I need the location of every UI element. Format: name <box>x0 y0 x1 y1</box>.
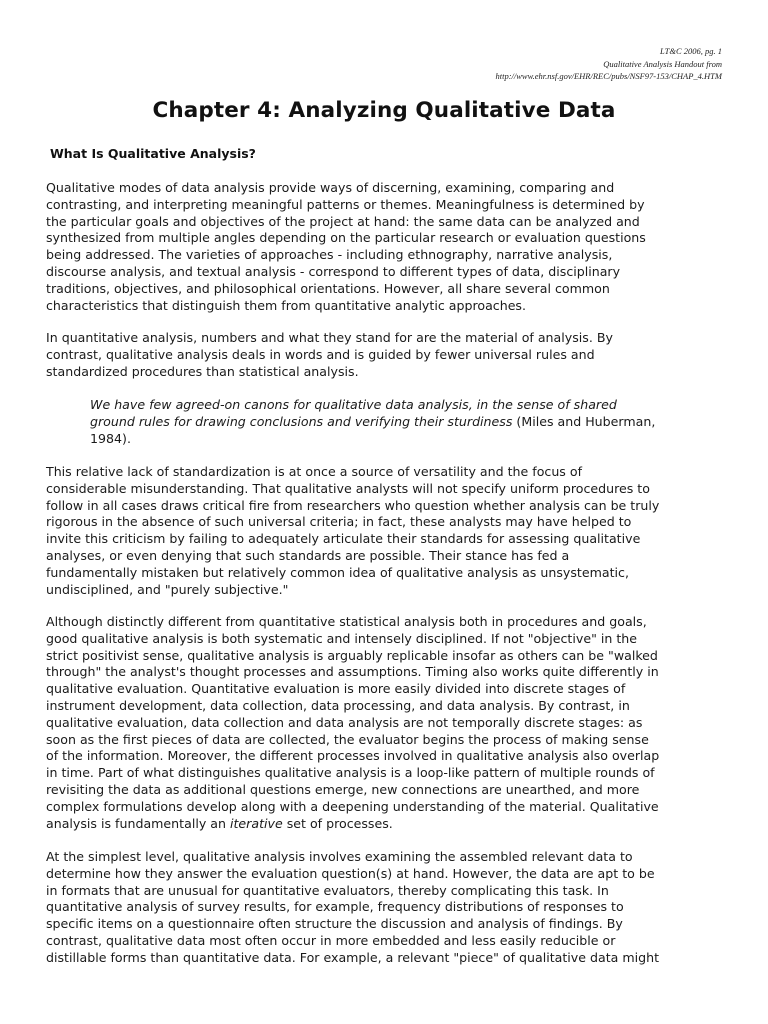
text-line: quantitative analysis of survey results, for example, frequency distributions of responses to <box>46 899 624 915</box>
text-line: complex formulations develop along with a deepening understanding of the material. Qualitative <box>46 798 659 814</box>
text-line: through" the analyst's thought processes and assumptions. Timing also works quite differently in <box>46 664 659 680</box>
text-line: qualitative evaluation, data collection and data analysis are not temporally discrete stages: as <box>46 714 643 730</box>
text-line: In quantitative analysis, numbers and what they stand for are the material of analysis. By <box>46 330 613 345</box>
text-line: in time. Part of what distinguishes qualitative analysis is a loop-like pattern of multiple rounds of <box>46 765 655 781</box>
text-line: specific items on a questionnaire often structure the discussion and analysis of findings. By <box>46 916 623 932</box>
text-line: This relative lack of standardization is at once a source of versatility and the focus of <box>46 464 583 479</box>
quote-line: We have few agreed-on canons for qualitative data analysis, in the sense of shared <box>90 397 617 412</box>
text-line: determine how they answer the evaluation question(s) at hand. However, the data are apt to be <box>46 865 655 881</box>
text-line: follow in all cases draws critical fire from researchers who question whether analysis can be truly <box>46 497 660 513</box>
text-line: traditions, objectives, and philosophical orientations. However, all share several common <box>46 280 610 296</box>
quote-citation: (Miles and Huberman, <box>512 413 656 429</box>
text-line: synthesized from multiple angles depending on the particular research or evaluation questions <box>46 230 646 246</box>
text-line: discourse analysis, and textual analysis - correspond to different types of data, disciplinary <box>46 263 621 279</box>
text-line: good qualitative analysis is both systematic and intensely disciplined. If not "objective" in the <box>46 630 638 646</box>
text-line: undisciplined, and "purely subjective." <box>46 581 289 597</box>
text-line: rigorous in the absence of such universal criteria; in fact, these analysts may have helped to <box>46 514 632 530</box>
source-note-line: LT&C 2006, pg. 1 <box>660 46 722 56</box>
text-line: the particular goals and objectives of the project at hand: the same data can be analyzed and <box>46 213 640 229</box>
paragraph-2 <box>46 330 722 380</box>
text-line: instrument development, data collection, data processing, and data analysis. By contrast, in <box>46 697 630 713</box>
source-note-line: Qualitative Analysis Handout from <box>603 58 722 69</box>
text-line: revisiting the data as additional questions emerge, new connections are unearthed, and more <box>46 781 640 797</box>
source-note <box>495 45 722 83</box>
text-line: being addressed. The varieties of approaches - including ethnography, narrative analysis, <box>46 247 613 263</box>
text-line: characteristics that distinguish them from quantitative analytic approaches. <box>46 297 527 313</box>
section-heading: What Is Qualitative Analysis? <box>50 146 256 161</box>
text-line: in formats that are unusual for quantitative evaluators, thereby complicating this task. In <box>46 882 609 898</box>
text-line: of the information. Moreover, the different processes involved in qualitative analysis also overlap <box>46 748 660 764</box>
paragraph-3 <box>46 464 722 598</box>
quote-citation-year: 1984). <box>90 430 131 446</box>
source-note-url: http://www.ehr.nsf.gov/EHR/REC/pubs/NSF97-153/CHAP_4.HTM <box>495 71 722 81</box>
emphasis-term: iterative <box>229 815 283 831</box>
quote-line <box>90 414 722 431</box>
text-line: soon as the first pieces of data are collected, the evaluator begins the process of making sense <box>46 731 649 747</box>
text-line: standardized procedures than statistical analysis. <box>46 363 359 379</box>
quote-text: ground rules for drawing conclusions and verifying their sturdiness <box>90 413 513 429</box>
text-line: qualitative evaluation. Quantitative evaluation is more easily divided into discrete stages of <box>46 681 626 697</box>
text-line: fundamentally mistaken but relatively common idea of qualitative analysis as unsystematic, <box>46 564 629 580</box>
text-line: contrast, qualitative data most often occur in more embedded and less easily reducible or <box>46 932 616 948</box>
text-fragment: set of processes. <box>282 815 393 831</box>
text-line: Qualitative modes of data analysis provide ways of discerning, examining, comparing and <box>46 180 615 195</box>
text-line: distillable forms than quantitative data. For example, a relevant "piece" of qualitative data might <box>46 949 660 965</box>
text-line: analyses, or even denying that such standards are possible. Their stance has fed a <box>46 547 570 563</box>
paragraph-5 <box>46 849 722 967</box>
text-line: invite this criticism by failing to adequately articulate their standards for assessing qualitative <box>46 531 641 547</box>
text-line: contrast, qualitative analysis deals in words and is guided by fewer universal rules and <box>46 346 595 362</box>
text-line: Although distinctly different from quantitative statistical analysis both in procedures and goals, <box>46 614 647 629</box>
text-line: contrasting, and interpreting meaningful patterns or themes. Meaningfulness is determined by <box>46 196 645 212</box>
text-line: At the simplest level, qualitative analysis involves examining the assembled relevant data to <box>46 849 633 864</box>
page-title: Chapter 4: Analyzing Qualitative Data <box>152 98 616 123</box>
text-line: considerable misunderstanding. That qualitative analysts will not specify uniform procedures to <box>46 480 650 496</box>
paragraph-1 <box>46 180 722 314</box>
text-line <box>46 816 722 833</box>
block-quote <box>90 397 722 447</box>
text-line: strict positivist sense, qualitative analysis is arguably replicable insofar as others can be "walked <box>46 647 658 663</box>
text-fragment: analysis is fundamentally an <box>46 815 230 831</box>
paragraph-4 <box>46 614 722 832</box>
